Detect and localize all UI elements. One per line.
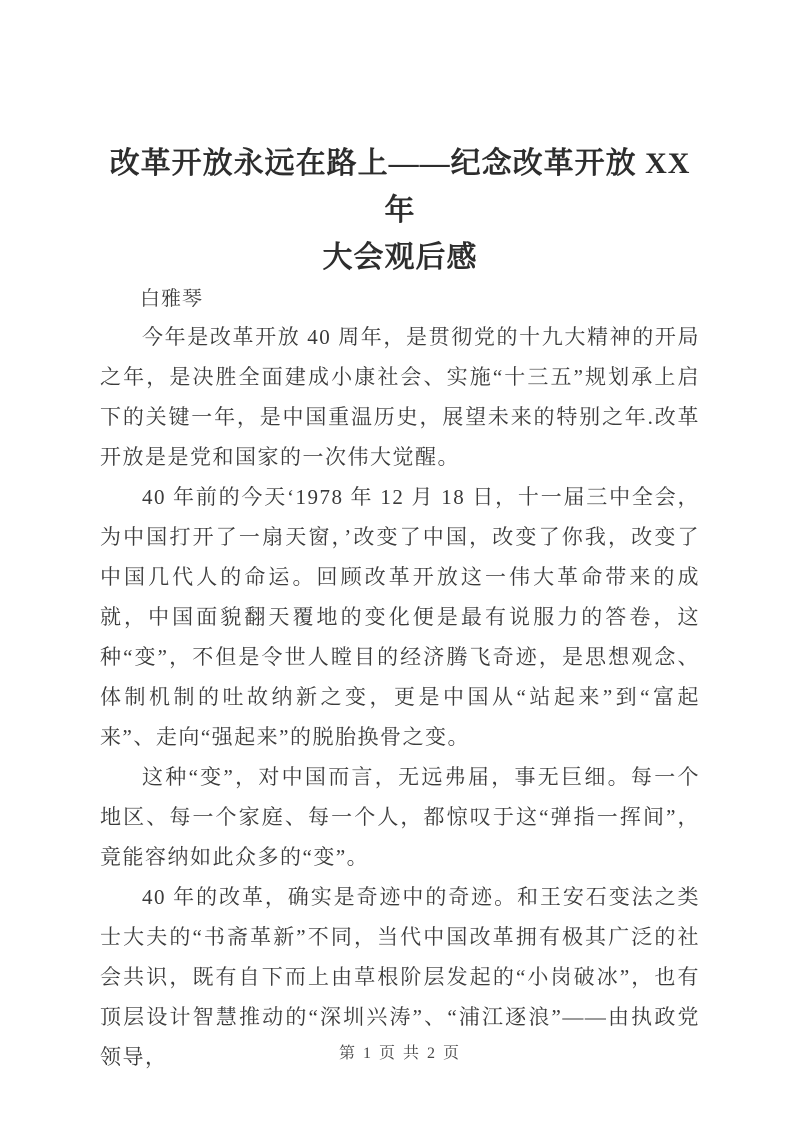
title-line-1: 改革开放永远在路上——纪念改革开放 XX 年 xyxy=(109,147,691,227)
paragraph-3: 这种“变”，对中国而言，无远弗届，事无巨细。每一个地区、每一个家庭、每一个人，都惊叹于这“弹指一挥间”，竟能容纳如此众多的“变”。 xyxy=(100,765,700,869)
paragraph-4: 40 年的改革，确实是奇迹中的奇迹。和王安石变法之类士大夫的“书斋革新”不同，当代中国改革拥有极其广泛的社会共识，既有自下而上由草根阶层发起的“小岗破冰”，也有顶层设计智慧推动的“深圳兴涛”、“浦江逐浪”——由执政党领导， xyxy=(100,885,700,1069)
paragraph-2: 40 年前的今天‘1978 年 12 月 18 日，十一届三中全会，为中国打开了一扇天窗，’改变了中国，改变了你我，改变了中国几代人的命运。回顾改革开放这一伟大革命带来的成就，中国面貌翻天覆地的变化便是最有说服力的答卷，这种“变”，不但是令世人瞠目的经济腾飞奇迹，是思想观念、体制机制的吐故纳新之变，更是中国从“站起来”到“富起来”、走向“强起来”的脱胎换骨之变。 xyxy=(100,485,700,749)
paragraph-1: 今年是改革开放 40 周年，是贯彻党的十九大精神的开局之年，是决胜全面建成小康社会、实施“十三五”规划承上启下的关键一年，是中国重温历史，展望未来的特别之年.改革开放是是党和国家的一次伟大觉醒。 xyxy=(100,325,700,469)
page-number-indicator: 第 1 页 共 2 页 xyxy=(338,1045,461,1062)
author-name: 白雅琴 xyxy=(140,288,203,310)
page-footer xyxy=(0,1040,800,1063)
document-title xyxy=(100,140,700,281)
title-line-2: 大会观后感 xyxy=(322,241,478,274)
